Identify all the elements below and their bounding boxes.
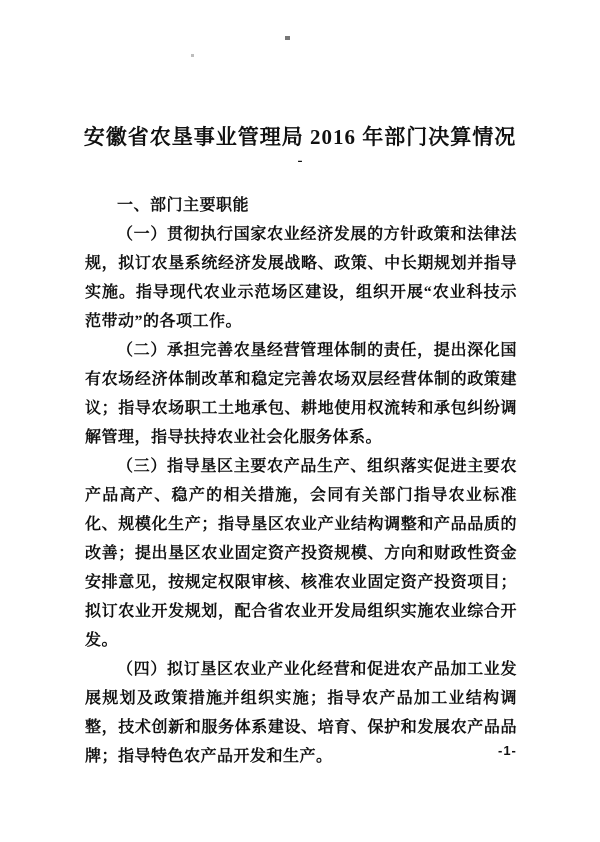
paragraph-3: （三）指导垦区主要农产品生产、组织落实促进主要农产品高产、稳产的相关措施，会同有关部门指导农业标准化、规模化生产；指导垦区农业产业结构调整和产品品质的改善；提出垦区农业固定资产投资规模、方向和财政性资金安排意见，按规定权限审核、核准农业固定资产投资项目；拟订农业开发规划，配合省农业开发局组织实施农业综合开发。 <box>85 458 517 649</box>
section-heading: 一、部门主要职能 <box>117 197 250 214</box>
page-title: 安徽省农垦事业管理局 2016 年部门决算情况 <box>83 125 517 149</box>
paragraph-4: （四）拟订垦区农业产业化经营和促进农产品加工业发展规划及政策措施并组织实施；指导农产品加工业结构调整，技术创新和服务体系建设、培育、保护和发展农产品品牌；指导特色农产品开发和生产。 <box>85 661 517 765</box>
page-number: -1- <box>498 743 517 758</box>
document-body <box>85 191 517 771</box>
paragraph-2: （二）承担完善农垦经营管理体制的责任，提出深化国有农场经济体制改革和稳定完善农场双层经营体制的政策建议；指导农场职工土地承包、耕地使用权流转和承包纠纷调解管理，指导扶持农业社会化服务体系。 <box>85 342 517 446</box>
title-dash-mark: - <box>297 153 303 169</box>
scan-artifact-dot <box>191 54 194 57</box>
scan-artifact-dot <box>285 36 290 40</box>
paragraph-1: （一）贯彻执行国家农业经济发展的方针政策和法律法规，拟订农垦系统经济发展战略、政策、中长期规划并指导实施。指导现代农业示范场区建设，组织开展“农业科技示范带动”的各项工作。 <box>85 226 517 330</box>
